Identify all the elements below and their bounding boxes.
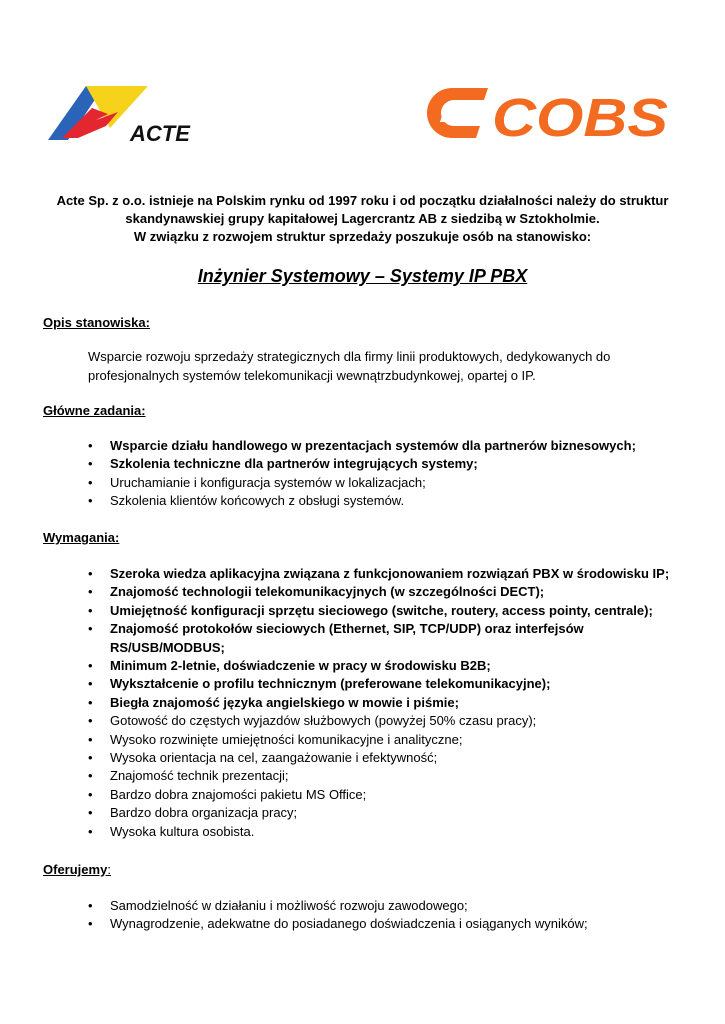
list-item-text: Gotowość do częstych wyjazdów służbowych (powyżej 50% czasu pracy); xyxy=(110,713,537,729)
list-item xyxy=(88,804,688,822)
wymagania-heading: Wymagania: xyxy=(43,530,120,545)
list-item xyxy=(88,657,688,675)
list-item xyxy=(88,602,688,620)
list-item-text: Bardzo dobra znajomości pakietu MS Office; xyxy=(110,786,367,802)
list-item xyxy=(88,455,688,473)
oferujemy-list xyxy=(88,897,688,934)
list-item-text: Wykształcenie o profilu technicznym (preferowane telekomunikacyjne); xyxy=(110,676,551,692)
list-item-text: RS/USB/MODBUS; xyxy=(110,639,225,655)
list-item xyxy=(88,437,688,455)
list-item xyxy=(88,731,688,749)
list-item-text: Znajomość technik prezentacji; xyxy=(110,768,289,784)
list-item-text: Bardzo dobra organizacja pracy; xyxy=(110,805,298,821)
job-title: Inżynier Systemowy – Systemy IP PBX xyxy=(197,266,528,286)
zadania-list xyxy=(88,437,688,511)
bullet-icon: • xyxy=(88,694,93,710)
list-item-text: Znajomość technologii telekomunikacyjnych (w szczególności DECT); xyxy=(110,584,545,600)
list-item xyxy=(88,786,688,804)
list-item xyxy=(88,897,688,915)
list-item xyxy=(88,474,688,492)
bullet-icon: • xyxy=(88,676,93,692)
list-item xyxy=(88,749,688,767)
oferujemy-heading-text: Oferujemy xyxy=(43,862,108,877)
list-item-text: Wysoka kultura osobista. xyxy=(110,823,255,839)
bullet-icon: • xyxy=(88,621,93,637)
intro-line: skandynawskiej grupy kapitałowej Lagercrantz AB z siedzibą w Sztokholmie. xyxy=(125,211,600,226)
opis-text xyxy=(88,347,658,385)
bullet-icon: • xyxy=(88,731,93,747)
bullet-icon: • xyxy=(88,823,93,839)
bullet-icon: • xyxy=(88,750,93,766)
bullet-icon: • xyxy=(88,898,93,913)
list-item-text: Uruchamianie i konfiguracja systemów w lokalizacjach; xyxy=(110,474,426,490)
list-item xyxy=(88,694,688,712)
opis-heading: Opis stanowiska: xyxy=(43,315,150,330)
list-item-text: Znajomość protokołów sieciowych (Ethernet, SIP, TCP/UDP) oraz interfejsów xyxy=(110,621,584,637)
list-item-text: Szkolenia klientów końcowych z obsługi systemów. xyxy=(110,493,405,509)
list-item xyxy=(88,565,688,583)
bullet-icon: • xyxy=(88,566,93,581)
intro-line: Acte Sp. z o.o. istnieje na Polskim rynku od 1997 roku i od początku działalności należy do struktur xyxy=(56,193,669,208)
zadania-heading: Główne zadania: xyxy=(43,403,146,418)
cobs-logo-symbol-lines xyxy=(440,106,472,122)
cobs-logo-symbol xyxy=(427,88,488,138)
list-item xyxy=(88,620,688,638)
bullet-icon: • xyxy=(88,493,93,509)
oferujemy-heading-colon: : xyxy=(107,862,111,877)
bullet-icon: • xyxy=(88,768,93,784)
list-item-text: Samodzielność w działaniu i możliwość rozwoju zawodowego; xyxy=(110,898,468,913)
list-item-continuation xyxy=(88,639,688,657)
bullet-icon: • xyxy=(88,474,93,490)
list-item xyxy=(88,915,688,933)
bullet-icon: • xyxy=(88,438,93,453)
bullet-icon: • xyxy=(88,805,93,821)
list-item-text: Szkolenia techniczne dla partnerów integrujących systemy; xyxy=(110,456,478,472)
intro-paragraph xyxy=(40,192,685,246)
bullet-icon: • xyxy=(88,786,93,802)
bullet-icon: • xyxy=(88,658,93,674)
oferujemy-heading xyxy=(43,862,111,877)
bullet-icon: • xyxy=(88,713,93,729)
list-item xyxy=(88,823,688,841)
cobs-logo-text: COBS xyxy=(492,88,668,148)
list-item-text: Wysoko rozwinięte umiejętności komunikacyjne i analityczne; xyxy=(110,731,463,747)
list-item-text: Wysoka orientacja na cel, zaangażowanie i efektywność; xyxy=(110,750,438,766)
bullet-icon: • xyxy=(88,916,93,932)
bullet-icon: • xyxy=(88,602,93,618)
opis-text-line: Wsparcie rozwoju sprzedaży strategicznych dla firmy linii produktowych, dedykowanych do xyxy=(88,349,611,364)
list-item xyxy=(88,712,688,730)
list-item-text: Wsparcie działu handlowego w prezentacjach systemów dla partnerów biznesowych; xyxy=(110,438,636,453)
list-item xyxy=(88,492,688,510)
bullet-icon: • xyxy=(88,456,93,472)
cobs-logo xyxy=(426,86,670,148)
list-item-text: Biegła znajomość języka angielskiego w mowie i piśmie; xyxy=(110,694,459,710)
wymagania-list xyxy=(88,565,688,841)
list-item xyxy=(88,767,688,785)
acte-logo-text: ACTE xyxy=(130,121,190,146)
list-item xyxy=(88,675,688,693)
list-item-text: Wynagrodzenie, adekwatne do posiadanego doświadczenia i osiąganych wyników; xyxy=(110,916,588,932)
intro-line: W związku z rozwojem struktur sprzedaży poszukuje osób na stanowisko: xyxy=(133,229,592,244)
list-item-text: Minimum 2-letnie, doświadczenie w pracy w środowisku B2B; xyxy=(110,658,491,674)
list-item xyxy=(88,583,688,601)
acte-logo xyxy=(48,86,190,146)
opis-text-line: profesjonalnych systemów telekomunikacji wewnątrzbudynkowej, opartej o IP. xyxy=(88,368,536,383)
list-item-text: Umiejętność konfiguracji sprzętu sieciowego (switche, routery, access pointy, centrale); xyxy=(110,602,653,618)
bullet-icon: • xyxy=(88,584,93,600)
list-item-text: Szeroka wiedza aplikacyjna związana z funkcjonowaniem rozwiązań PBX w środowisku IP; xyxy=(110,566,670,581)
